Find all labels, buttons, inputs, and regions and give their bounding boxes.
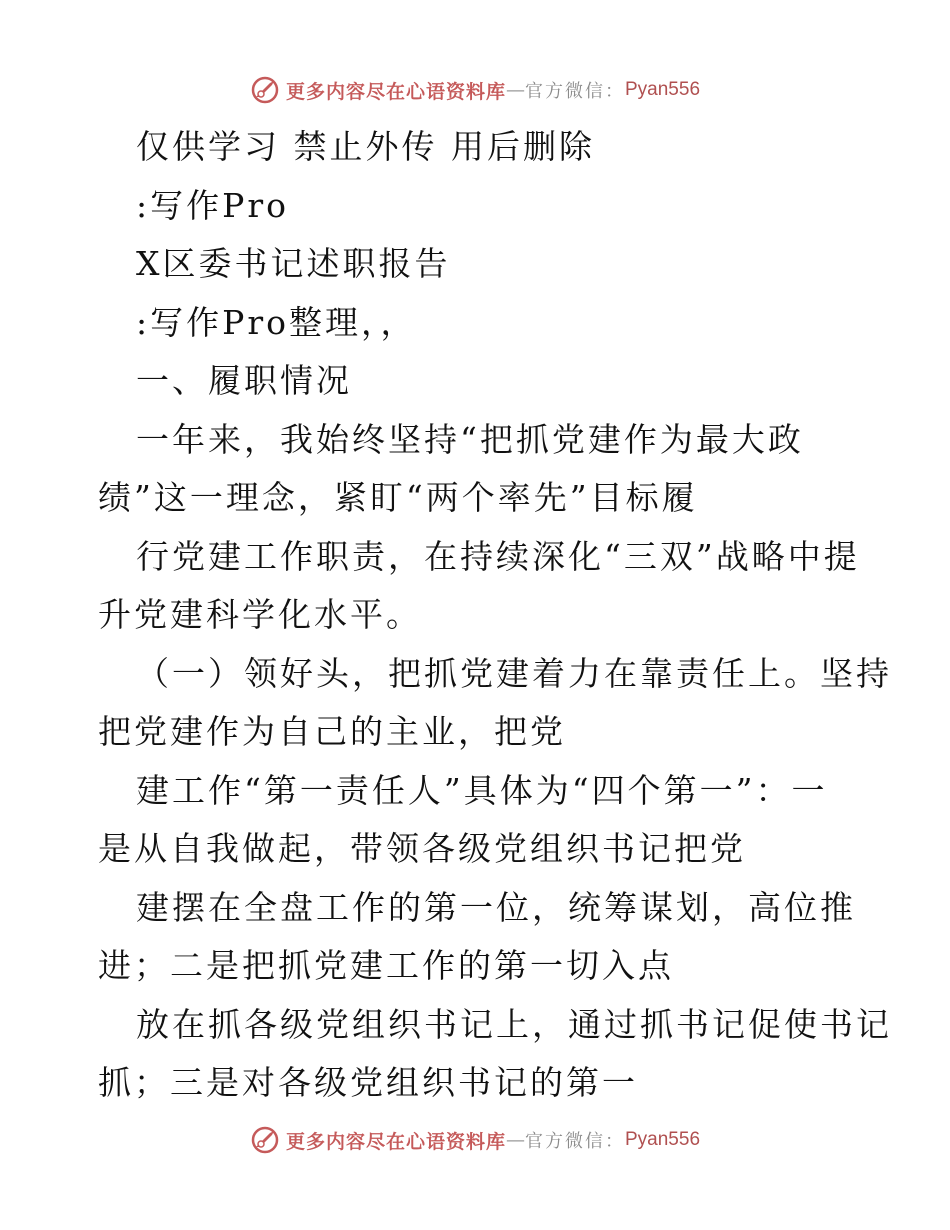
text-line: :写作Pro bbox=[136, 185, 289, 225]
quill-logo-icon bbox=[250, 75, 280, 105]
text-line: 抓；三是对各级党组织书记的第一 bbox=[98, 1063, 638, 1102]
quill-logo-icon bbox=[250, 1125, 280, 1155]
banner-separator: — bbox=[506, 79, 525, 101]
text-line: 绩”这一理念，紧盯“两个率先”目标履 bbox=[98, 478, 698, 517]
text-line: 一、履职情况 bbox=[136, 361, 352, 400]
banner-separator: — bbox=[506, 1129, 525, 1151]
banner-wechat-label: 官方微信： bbox=[525, 81, 625, 102]
document-body bbox=[98, 118, 892, 1113]
text-line: 是从自我做起，带领各级党组织书记把党 bbox=[98, 829, 746, 868]
banner-wechat-id: Pyan556 bbox=[625, 1129, 701, 1150]
text-line: 升党建科学化水平。 bbox=[98, 595, 422, 634]
text-line: 仅供学习 禁止外传 用后删除 bbox=[136, 127, 595, 166]
text-line: :写作Pro整理，， bbox=[136, 302, 417, 342]
text-line: 一年来，我始终坚持“把抓党建作为最大政 bbox=[136, 419, 804, 459]
text-line: 行党建工作职责，在持续深化“三双”战略中提 bbox=[136, 536, 860, 576]
text-line: 建工作“第一责任人”具体为“四个第一”：一 bbox=[136, 770, 828, 810]
text-line: 把党建作为自己的主业，把党 bbox=[98, 712, 566, 751]
text-line: 进；二是把抓党建工作的第一切入点 bbox=[98, 946, 674, 985]
text-line: X区委书记述职报告 bbox=[136, 244, 451, 283]
text-line: （一）领好头，把抓党建着力在靠责任上。坚持 bbox=[136, 653, 892, 693]
text-line: 建摆在全盘工作的第一位，统筹谋划，高位推 bbox=[136, 887, 856, 927]
banner-wechat-label: 官方微信： bbox=[525, 1131, 625, 1152]
text-line: 放在抓各级党组织书记上，通过抓书记促使书记 bbox=[136, 1004, 892, 1044]
footer-banner bbox=[0, 1120, 950, 1160]
banner-site-text: 更多内容尽在心语资料库 bbox=[285, 1130, 506, 1153]
banner-site-text: 更多内容尽在心语资料库 bbox=[285, 80, 506, 103]
banner-wechat-id: Pyan556 bbox=[625, 79, 701, 100]
header-banner bbox=[0, 70, 950, 110]
